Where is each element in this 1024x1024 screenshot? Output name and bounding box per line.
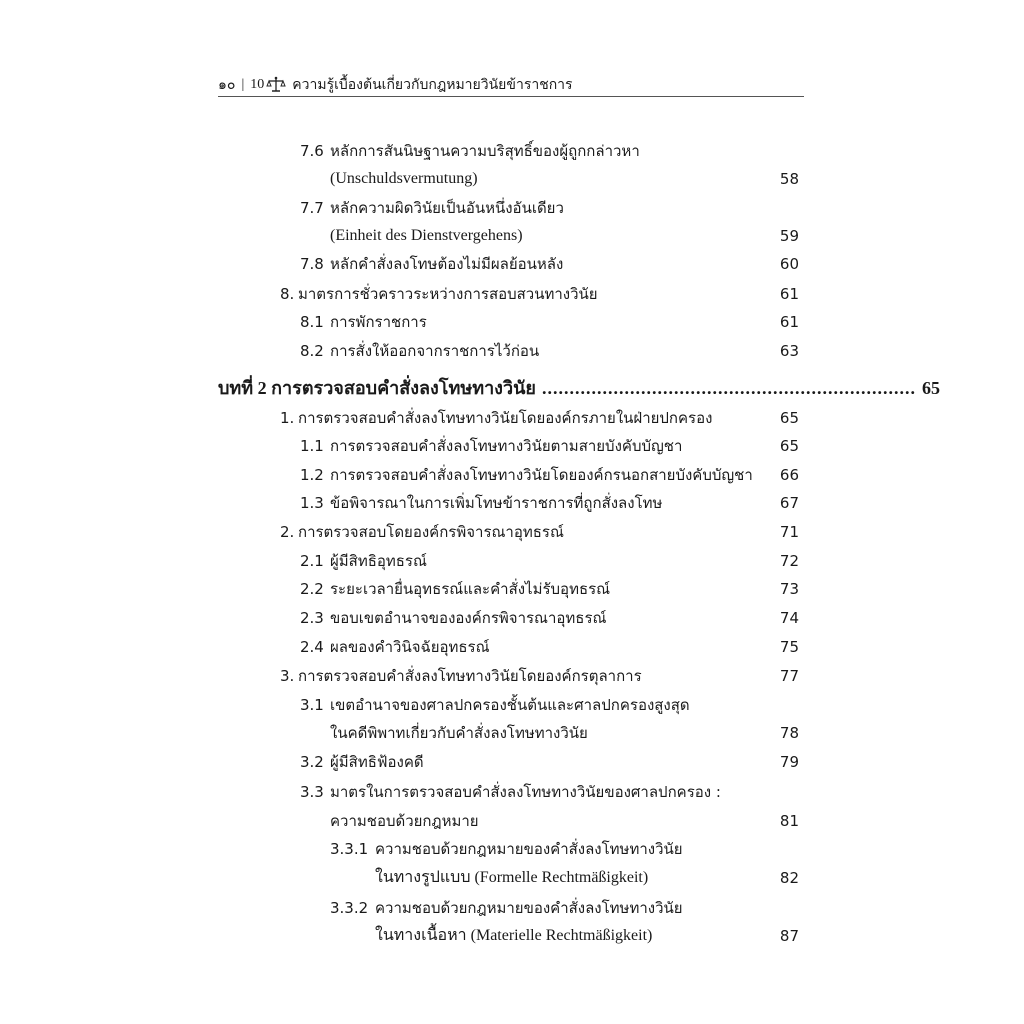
toc-entry-text: การสั่งให้ออกจากราชการไว้ก่อน xyxy=(330,342,540,360)
toc-entry-number: 8.1 xyxy=(300,313,324,331)
header-thai-page-number: ๑๐ xyxy=(218,78,236,93)
toc-entry-text: ระยะเวลายื่นอุทธรณ์และคำสั่งไม่รับอุทธรณ์ xyxy=(330,580,611,598)
toc-entry-text: (Einheit des Dienstvergehens) xyxy=(330,227,523,244)
toc-entry-number: 2.3 xyxy=(300,609,324,627)
toc-entry-number: 8. xyxy=(280,285,295,303)
toc-entry-text: หลักการสันนิษฐานความบริสุทธิ์ของผู้ถูกกล่าวหา xyxy=(330,142,640,160)
toc-page-number: 58 xyxy=(779,170,799,188)
toc-entry-text: (Unschuldsvermutung) xyxy=(330,170,478,187)
toc-entry-number: 3. xyxy=(280,667,295,685)
toc-page-number: 78 xyxy=(779,724,799,742)
header-separator: | xyxy=(241,77,245,92)
toc-page-number: 81 xyxy=(779,812,799,830)
toc-entry-text: มาตรในการตรวจสอบคำสั่งลงโทษทางวินัยของศาลปกครอง : xyxy=(330,783,721,801)
toc-entry-number: 1.3 xyxy=(300,494,324,512)
toc-entry-text: มาตรการชั่วคราวระหว่างการสอบสวนทางวินัย xyxy=(298,285,598,303)
toc-entry-text: เขตอำนาจของศาลปกครองชั้นต้นและศาลปกครองสูงสุด xyxy=(330,696,690,714)
toc-page-number: 66 xyxy=(779,466,799,484)
toc-page-number: 61 xyxy=(779,313,799,331)
toc-entry-text: การตรวจสอบคำสั่งลงโทษทางวินัยตามสายบังคับบัญชา xyxy=(330,437,683,455)
toc-entry-text: การตรวจสอบคำสั่งลงโทษทางวินัยโดยองค์กรภายในฝ่ายปกครอง xyxy=(298,409,713,427)
toc-page-number: 67 xyxy=(779,494,799,512)
toc-page-number: 82 xyxy=(779,869,799,887)
toc-entry-text: ข้อพิจารณาในการเพิ่มโทษข้าราชการที่ถูกสั่งลงโทษ xyxy=(330,494,663,512)
toc-page-number: 59 xyxy=(779,227,799,245)
toc-entry-number: 2. xyxy=(280,523,295,541)
toc-entry-text: ความชอบด้วยกฎหมายของคำสั่งลงโทษทางวินัย xyxy=(375,840,683,858)
toc-entry-text: การตรวจสอบโดยองค์กรพิจารณาอุทธรณ์ xyxy=(298,523,564,541)
chapter-heading xyxy=(218,373,940,403)
toc-entry-number: 2.4 xyxy=(300,638,324,656)
toc-page-number: 87 xyxy=(779,927,799,945)
toc-entry-number: 2.2 xyxy=(300,580,324,598)
toc-entry-number: 7.6 xyxy=(300,142,324,160)
toc-entry-text: ขอบเขตอำนาจขององค์กรพิจารณาอุทธรณ์ xyxy=(330,609,607,627)
header-book-title: ความรู้เบื้องต้นเกี่ยวกับกฎหมายวินัยข้าราชการ xyxy=(292,78,573,93)
toc-page-number: 73 xyxy=(779,580,799,598)
toc-entry-text: ผลของคำวินิจฉัยอุทธรณ์ xyxy=(330,638,490,656)
chapter-title: บทที่ 2 การตรวจสอบคำสั่งลงโทษทางวินัย xyxy=(218,378,536,398)
chapter-page-number: 65 xyxy=(921,378,940,398)
header-page-number: 10 xyxy=(250,77,265,92)
toc-page-number: 79 xyxy=(779,753,799,771)
toc-entry-text: ความชอบด้วยกฎหมายของคำสั่งลงโทษทางวินัย xyxy=(375,899,683,917)
toc-page-number: 75 xyxy=(779,638,799,656)
toc-page-number: 71 xyxy=(779,523,799,541)
toc-entry-text: การตรวจสอบคำสั่งลงโทษทางวินัยโดยองค์กรนอกสายบังคับบัญชา xyxy=(330,466,753,484)
toc-entry-number: 3.1 xyxy=(300,696,324,714)
toc-page-number: 63 xyxy=(779,342,799,360)
toc-entry-text: หลักความผิดวินัยเป็นอันหนึ่งอันเดียว xyxy=(330,199,564,217)
toc-entry-number: 7.7 xyxy=(300,199,324,217)
toc-entry-text: การพักราชการ xyxy=(330,313,427,331)
toc-entry-number: 1.2 xyxy=(300,466,324,484)
toc-entry-text: ผู้มีสิทธิฟ้องคดี xyxy=(330,753,424,771)
toc-entry-number: 3.3.2 xyxy=(330,899,369,917)
toc-entry-number: 3.3 xyxy=(300,783,324,801)
toc-entry-number: 8.2 xyxy=(300,342,324,360)
toc-page-number: 65 xyxy=(779,409,799,427)
toc-entry-number: 2.1 xyxy=(300,552,324,570)
toc-entry-number: 3.3.1 xyxy=(330,840,369,858)
toc-page-number: 61 xyxy=(779,285,799,303)
chapter-leader-dots: .................................................................... xyxy=(541,378,916,398)
toc-page-number: 77 xyxy=(779,667,799,685)
toc-entry-text: ความชอบด้วยกฎหมาย xyxy=(330,812,479,830)
toc-entry-text: ในคดีพิพาทเกี่ยวกับคำสั่งลงโทษทางวินัย xyxy=(330,724,588,742)
toc-page-number: 65 xyxy=(779,437,799,455)
toc-entry-text: ผู้มีสิทธิอุทธรณ์ xyxy=(330,552,427,570)
toc-entry-number: 1.1 xyxy=(300,437,324,455)
toc-entry-number: 1. xyxy=(280,409,295,427)
toc-entry-number: 3.2 xyxy=(300,753,324,771)
toc-page-number: 74 xyxy=(779,609,799,627)
toc-page-number: 72 xyxy=(779,552,799,570)
toc-entry-text: หลักคำสั่งลงโทษต้องไม่มีผลย้อนหลัง xyxy=(330,255,564,273)
toc-entry-text: ในทางรูปแบบ (Formelle Rechtmäßigkeit) xyxy=(375,869,649,886)
toc-page-number: 60 xyxy=(779,255,799,273)
toc-entry-number: 7.8 xyxy=(300,255,324,273)
toc-entry-text: การตรวจสอบคำสั่งลงโทษทางวินัยโดยองค์กรตุลาการ xyxy=(298,667,642,685)
toc-entry-text: ในทางเนื้อหา (Materielle Rechtmäßigkeit) xyxy=(375,927,653,944)
